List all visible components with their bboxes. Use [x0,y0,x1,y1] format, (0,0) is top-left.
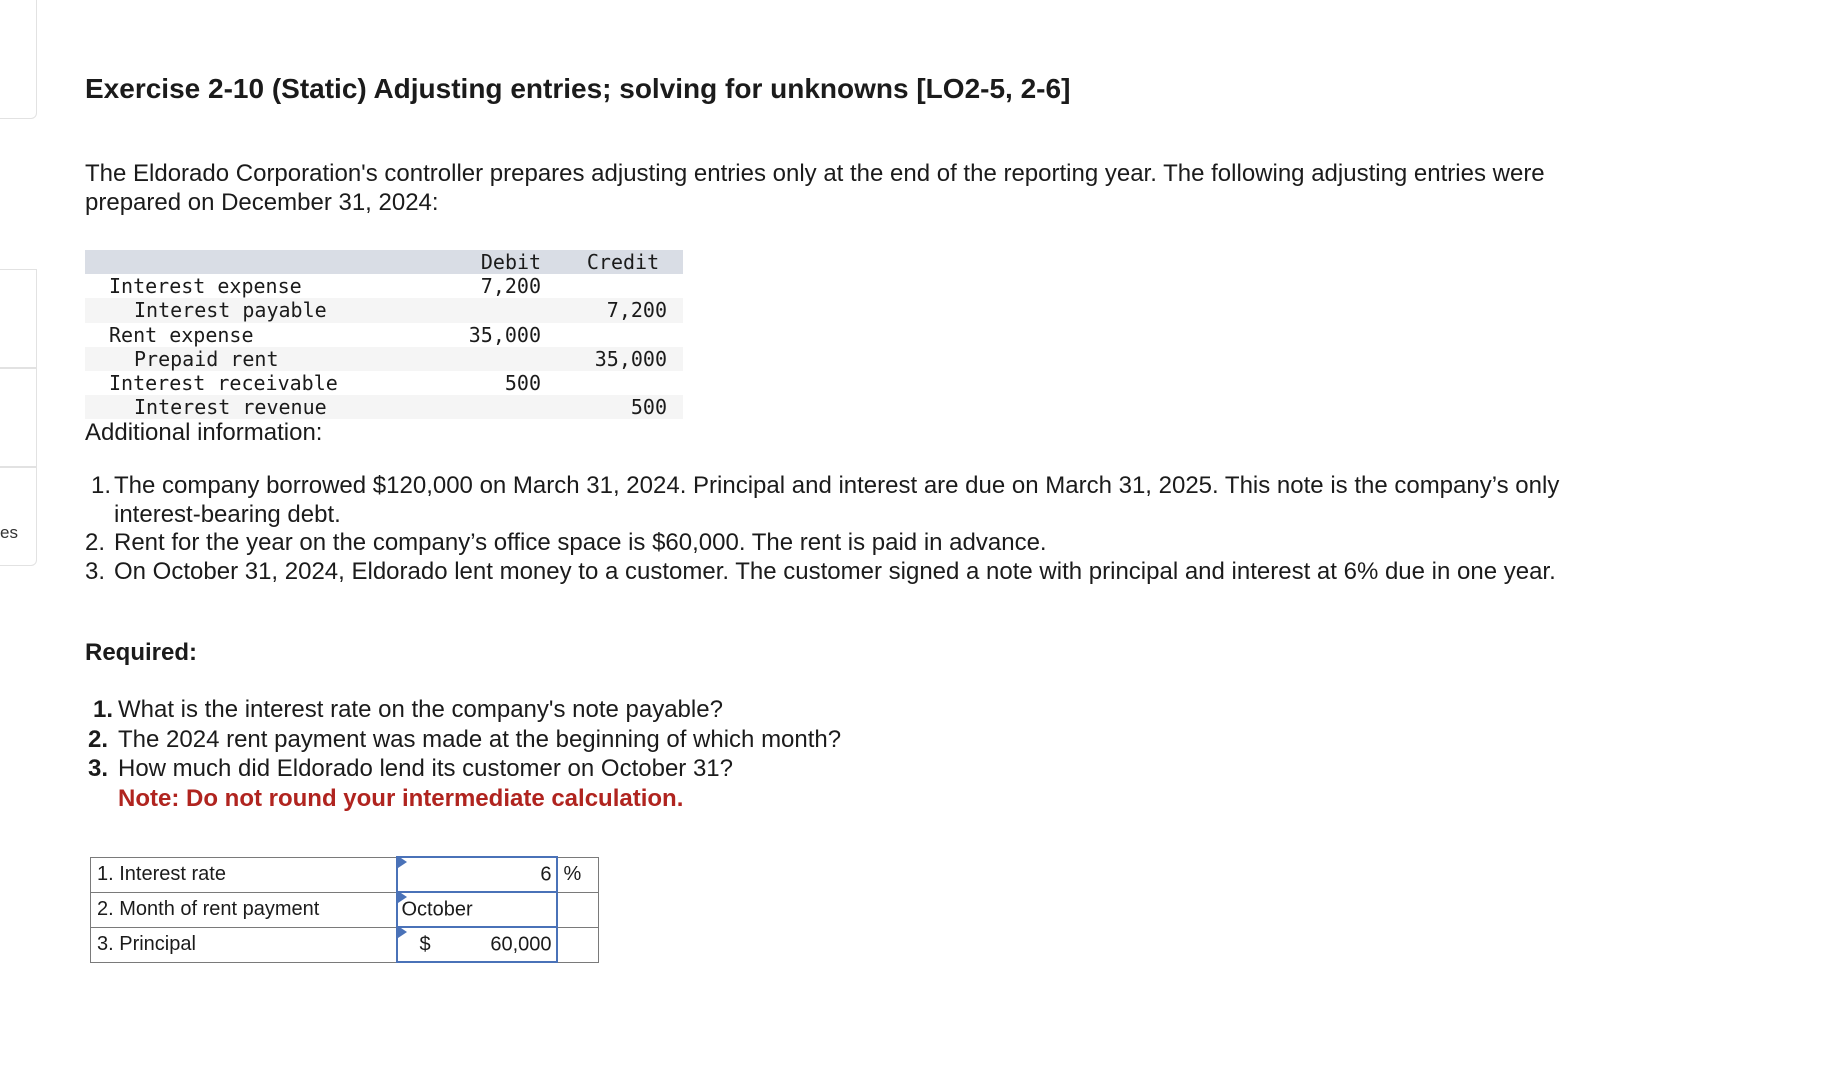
empty-unit-cell [557,892,599,927]
answer-row-principal [91,927,599,962]
dollar-sign: $ [419,933,431,955]
list-item [85,725,841,755]
account-name: Interest expense [109,274,302,299]
debit-amount: 500 [504,370,541,395]
rounding-note: Note: Do not round your intermediate calculation. [118,784,684,812]
account-name: Interest receivable [109,370,338,395]
list-text: How much did Eldorado lend its customer on October 31? [118,755,733,782]
list-number: 1. [93,696,114,723]
list-text: Rent for the year on the company’s office space is $60,000. The rent is paid in advance. [114,529,1047,556]
list-number: 2. [85,529,106,556]
list-item [85,529,1605,558]
list-text: What is the interest rate on the company's note payable? [118,696,723,723]
rent-month-value: October [401,898,473,920]
interest-rate-value: 6 [540,863,552,885]
required-heading: Required: [85,639,198,666]
account-name: Prepaid rent [134,346,279,371]
rent-month-input[interactable] [397,892,557,927]
answer-flag-icon [398,926,407,938]
table-row [85,347,683,371]
list-number: 3. [85,557,106,585]
list-item [85,558,1605,587]
list-text: On October 31, 2024, Eldorado lent money to a customer. The customer signed a note with principal and interest at 6% due in one year. [114,557,1556,585]
side-panel-card[interactable] [0,368,37,467]
side-panel-card[interactable] [0,269,37,368]
principal-value: 60,000 [490,933,552,955]
credit-header: Credit [586,250,660,274]
list-text: The company borrowed $120,000 on March 31, 2024. Principal and interest are due on March 31, 2025. This note is the company’s only interest-bearing debt. [114,472,1560,528]
table-row [85,298,683,322]
list-item [85,472,1605,529]
empty-unit-cell [557,927,599,962]
answer-row-interest-rate [91,857,599,892]
table-row [85,395,683,419]
side-panel-label[interactable]: es [0,523,18,542]
table-header-row [85,250,683,274]
table-row [85,371,683,395]
answer-flag-icon [398,856,407,868]
list-number: 1. [91,472,112,499]
answer-label: 3. Principal [91,927,397,962]
side-panel-card[interactable] [0,467,37,566]
debit-header: Debit [480,250,542,274]
answer-row-rent-month [91,892,599,927]
required-list [85,695,841,813]
account-name: Interest payable [134,298,327,323]
list-text: The 2024 rent payment was made at the beginning of which month? [118,725,842,753]
additional-info-list [85,472,1605,586]
credit-amount: 7,200 [606,298,667,323]
percent-unit: % [557,857,599,892]
intro-text: The Eldorado Corporation's controller prepares adjusting entries only at the end of the reporting year. The following adjusting entries were prepared on December 31, 2024: [85,160,1545,216]
answer-label: 2. Month of rent payment [91,892,397,927]
additional-info-label: Additional information: [85,419,323,446]
list-item [85,754,841,784]
adjusting-entries-table [85,250,683,419]
debit-amount: 35,000 [468,322,541,347]
credit-amount: 500 [630,395,667,420]
table-row [85,274,683,298]
interest-rate-input[interactable] [397,857,557,892]
side-panel-card [0,0,37,119]
table-row [85,323,683,347]
page-title: Exercise 2-10 (Static) Adjusting entries; solving for unknowns [LO2-5, 2-6] [85,73,1071,104]
credit-amount: 35,000 [594,346,667,371]
list-number: 3. [88,755,109,782]
debit-amount: 7,200 [480,274,541,299]
answer-label: 1. Interest rate [91,857,397,892]
answer-table [90,856,599,963]
account-name: Rent expense [109,322,254,347]
list-item [85,695,841,725]
list-number: 2. [88,725,109,753]
principal-input[interactable] [397,927,557,962]
account-name: Interest revenue [134,395,327,420]
